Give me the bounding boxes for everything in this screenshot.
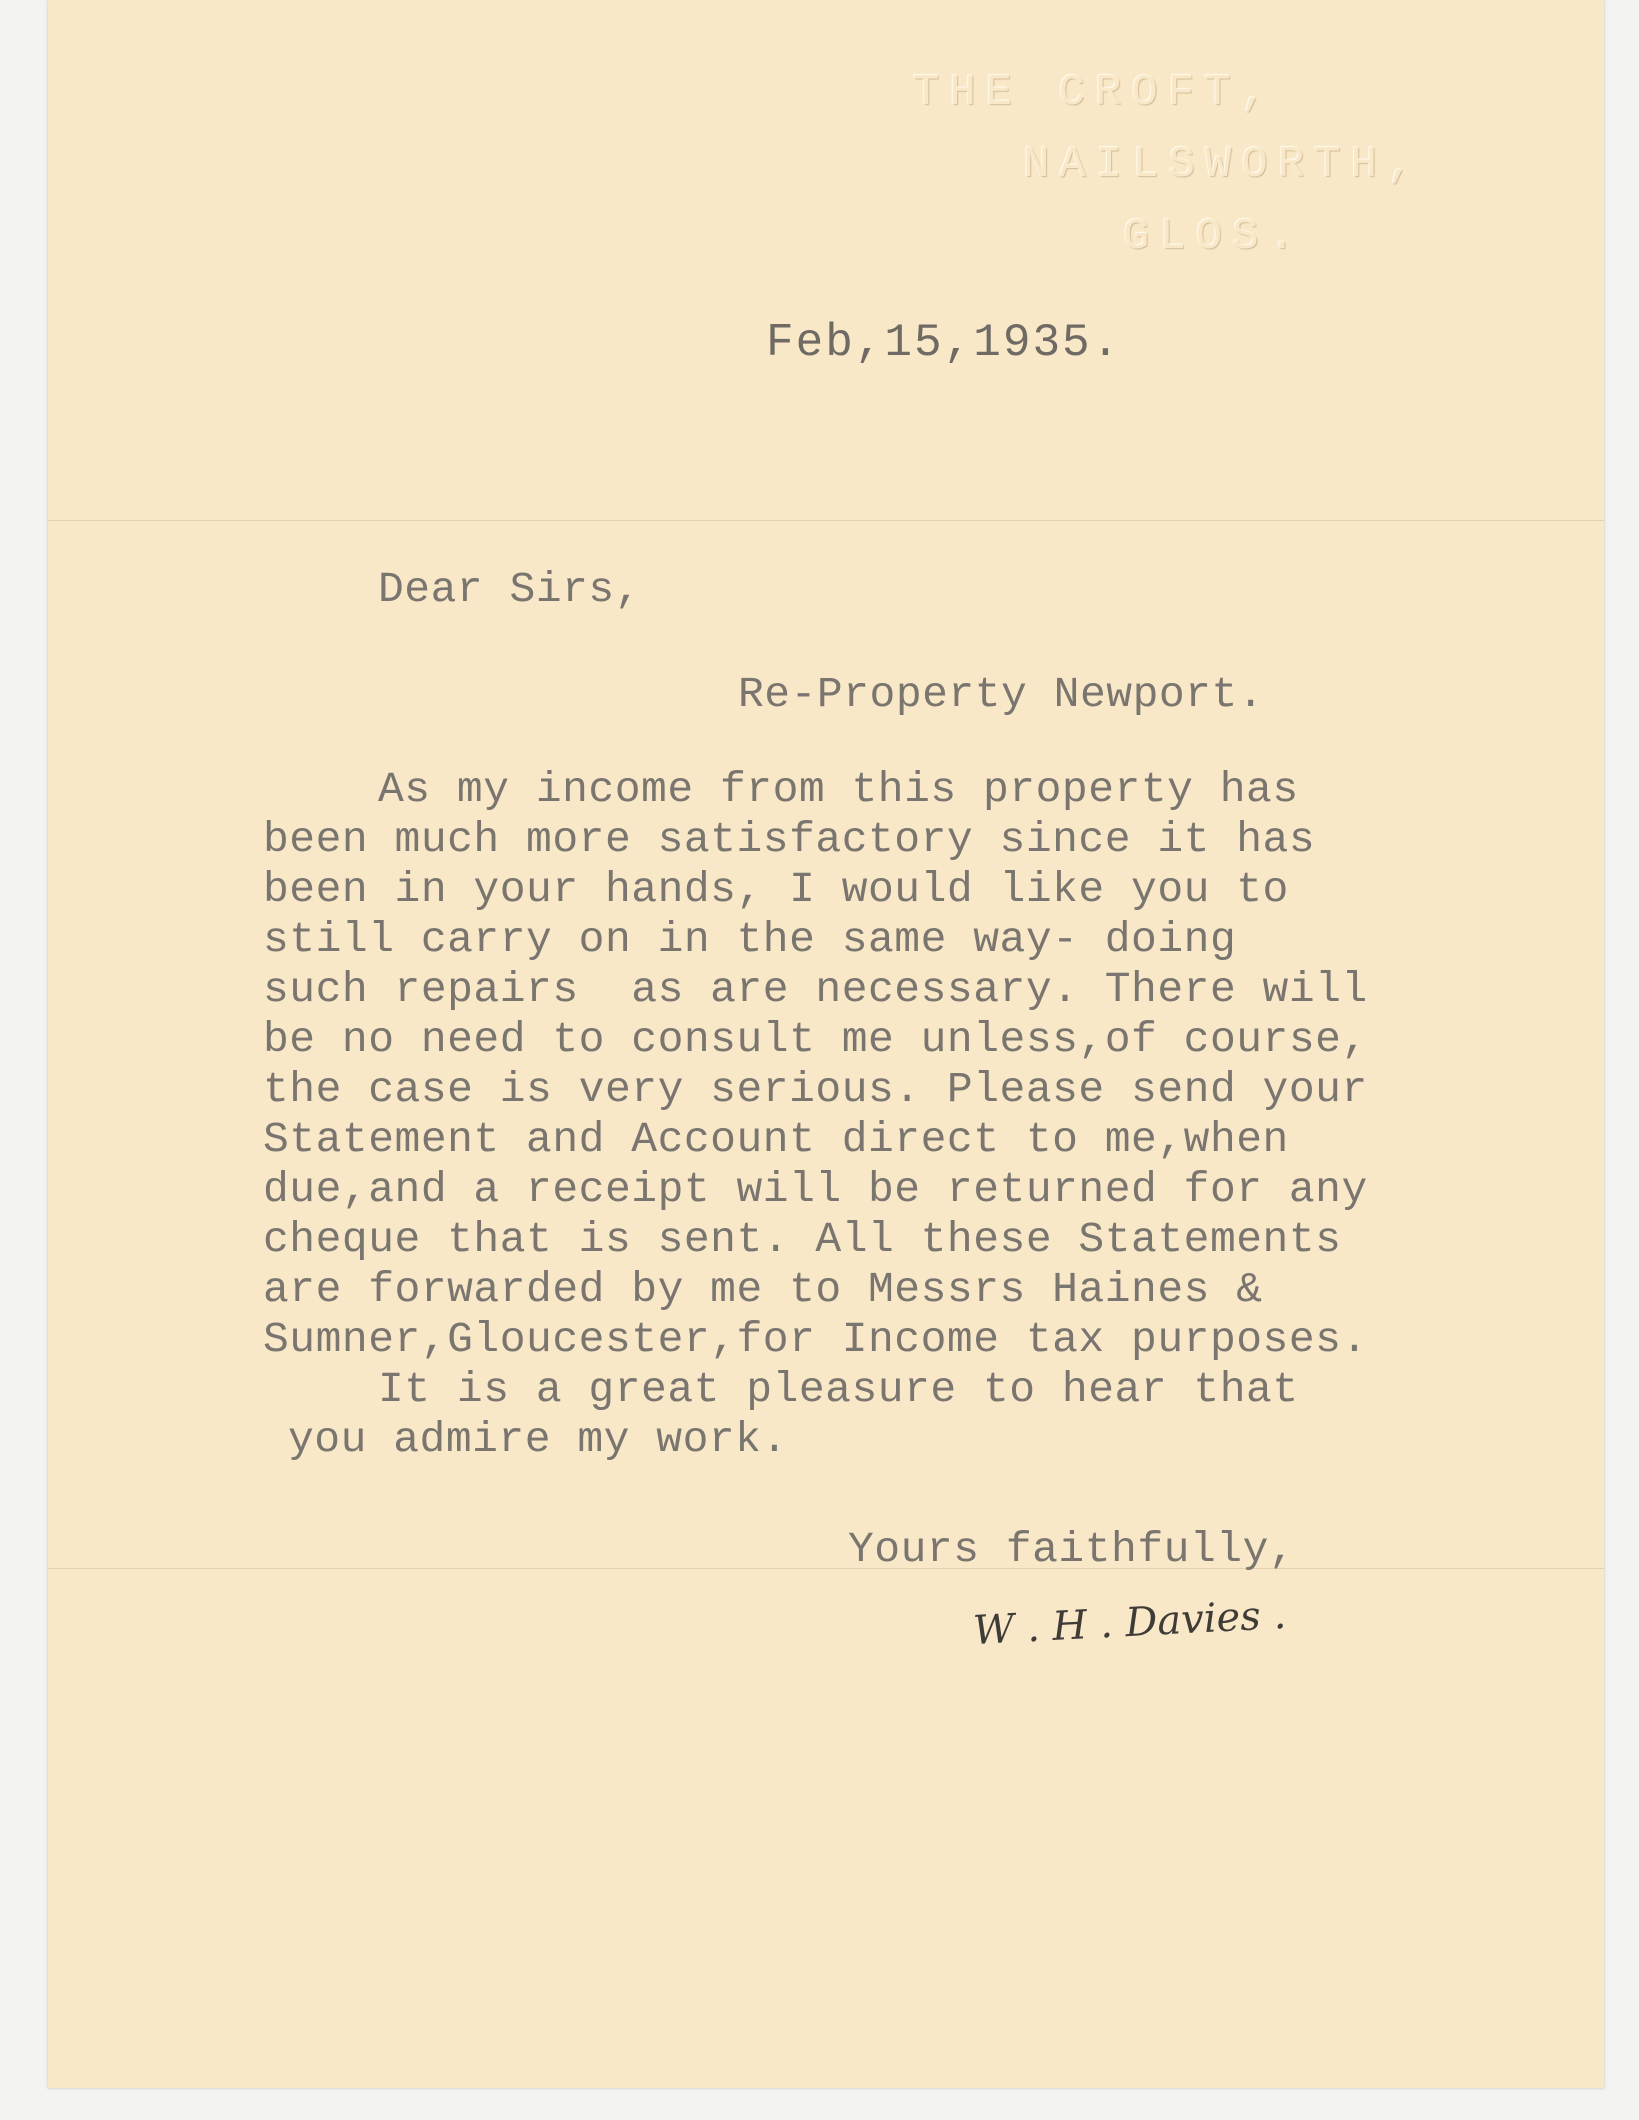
letterhead-line-3: GLOS.	[1123, 212, 1306, 262]
letter-paper	[48, 0, 1604, 2088]
body-line: are forwarded by me to Messrs Haines &	[263, 1265, 1263, 1314]
body-line: still carry on in the same way- doing	[263, 915, 1237, 964]
body-line: been much more satisfactory since it has	[263, 815, 1316, 864]
closing: Yours faithfully,	[848, 1525, 1296, 1574]
salutation: Dear Sirs,	[378, 565, 642, 614]
letter-date: Feb,15,1935.	[766, 317, 1122, 369]
fold-line-top	[48, 520, 1604, 521]
body-line: such repairs as are necessary. There will	[263, 965, 1368, 1014]
body-line: you admire my work.	[288, 1415, 788, 1464]
body-line: the case is very serious. Please send your	[263, 1065, 1368, 1114]
body-line: cheque that is sent. All these Statements	[263, 1215, 1342, 1264]
body-line: It is a great pleasure to hear that	[378, 1365, 1299, 1414]
body-line: due,and a receipt will be returned for any	[263, 1165, 1368, 1214]
body-line: Statement and Account direct to me,when	[263, 1115, 1289, 1164]
letterhead-line-1: THE CROFT,	[913, 68, 1278, 118]
body-line: Sumner,Gloucester,for Income tax purposes.	[263, 1315, 1368, 1364]
body-line: be no need to consult me unless,of course,	[263, 1015, 1368, 1064]
body-line: been in your hands, I would like you to	[263, 865, 1289, 914]
letterhead-line-2: NAILSWORTH,	[1023, 140, 1424, 190]
fold-line-bottom	[48, 1568, 1604, 1569]
subject-line: Re-Property Newport.	[738, 670, 1265, 719]
signature: W . H . Davies .	[972, 1591, 1288, 1655]
body-line: As my income from this property has	[378, 765, 1299, 814]
